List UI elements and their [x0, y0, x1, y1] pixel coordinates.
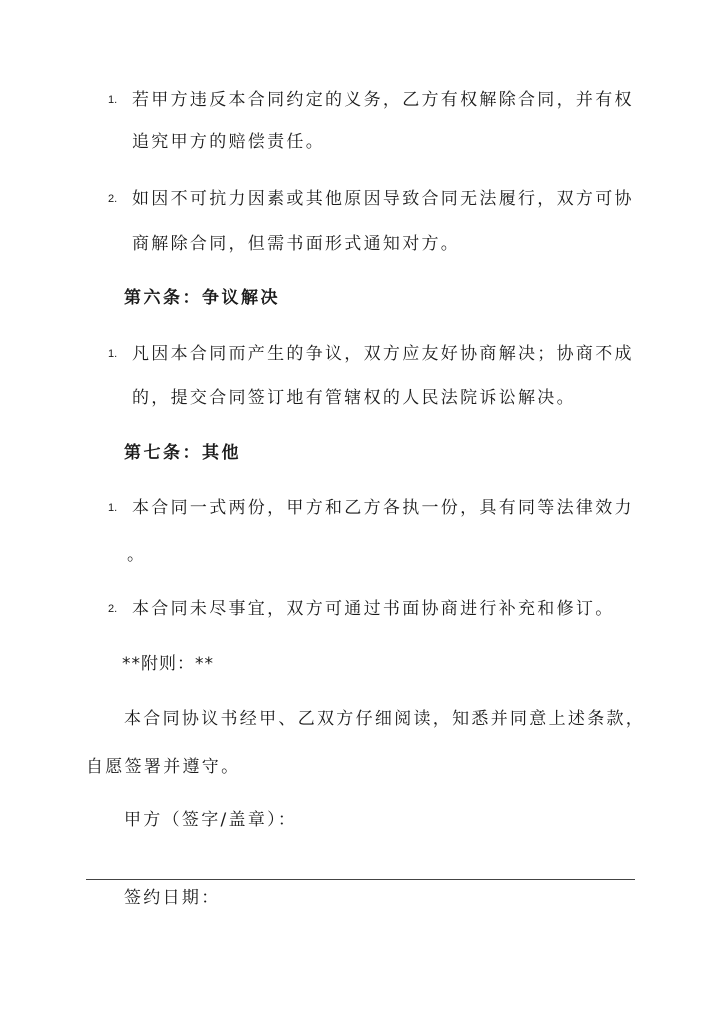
clause-text: 凡因本合同而产生的争议，双方应友好协商解决；协商不成	[132, 344, 634, 364]
sign-date-label: 签约日期：	[124, 888, 221, 908]
section-heading: 第六条：争议解决	[124, 288, 280, 308]
party-a-signature-label: 甲方（签字/盖章）：	[124, 810, 298, 830]
signature-line	[86, 879, 635, 880]
list-number: 2.	[108, 603, 118, 615]
clause-text: 如因不可抗力因素或其他原因导致合同无法履行，双方可协	[132, 189, 634, 209]
clause-text: 的，提交合同签订地有管辖权的人民法院诉讼解决。	[132, 388, 576, 408]
appendix-text: 自愿签署并遵守。	[86, 757, 241, 777]
section-heading: 第七条：其他	[124, 443, 241, 463]
list-number: 1.	[108, 502, 118, 514]
appendix-text: 本合同协议书经甲、乙双方仔细阅读，知悉并同意上述条款，	[124, 709, 646, 729]
clause-text: 商解除合同，但需书面形式通知对方。	[132, 234, 461, 254]
clause-text: 本合同一式两份，甲方和乙方各执一份，具有同等法律效力	[132, 498, 634, 518]
clause-text: 本合同未尽事宜，双方可通过书面协商进行补充和修订。	[132, 599, 615, 619]
clause-text: 追究甲方的赔偿责任。	[132, 132, 325, 152]
list-number: 1.	[108, 348, 118, 360]
clause-text: 若甲方违反本合同约定的义务，乙方有权解除合同，并有权	[132, 90, 634, 110]
list-number: 2.	[108, 193, 118, 205]
list-number: 1.	[108, 94, 118, 106]
appendix-label: **附则：**	[122, 654, 214, 674]
clause-text: 。	[127, 545, 147, 565]
